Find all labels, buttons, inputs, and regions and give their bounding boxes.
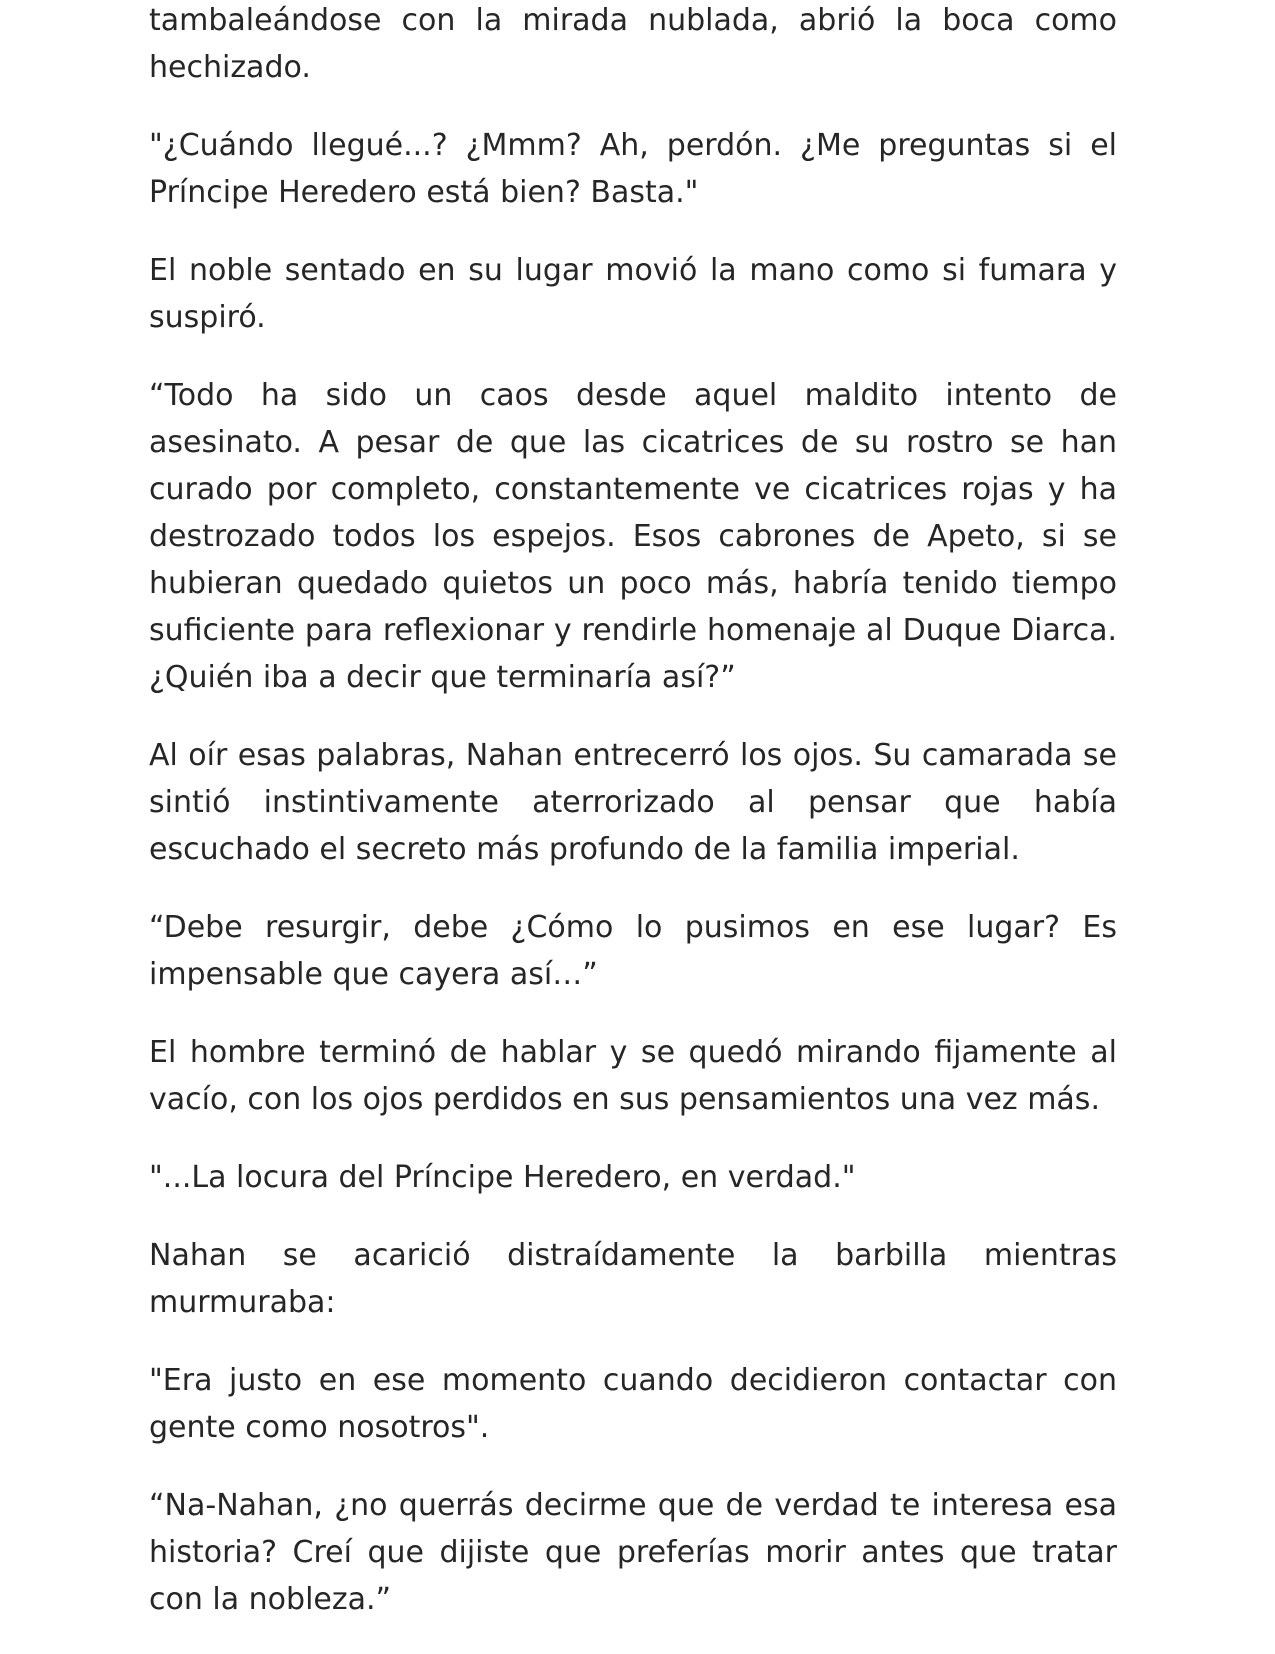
paragraph-1: tambaleándose con la mirada nublada, abrió la boca como hechizado.: [149, 3, 1117, 85]
document-page: [149, 0, 1117, 1654]
paragraph-10: "Era justo en ese momento cuando decidieron contactar con gente como nosotros".: [149, 1363, 1117, 1445]
paragraph-11: “Na-Nahan, ¿no querrás decirme que de verdad te interesa esa historia? Creí que dijiste que preferías morir antes que tratar con la nobleza.”: [149, 1488, 1117, 1617]
paragraph-6: “Debe resurgir, debe ¿Cómo lo pusimos en ese lugar? Es impensable que cayera así…”: [149, 910, 1117, 992]
paragraph-4: “Todo ha sido un caos desde aquel maldito intento de asesinato. A pesar de que las cicatrices de su rostro se han curado por completo, constantemente ve cicatrices rojas y ha destrozado todos los espejos. Esos cabrones de Apeto, si se hubieran quedado quietos un poco más, habría tenido tiempo suficiente para reflexionar y rendirle homenaje al Duque Diarca. ¿Quién iba a decir que terminaría así?”: [149, 378, 1117, 695]
paragraph-5: Al oír esas palabras, Nahan entrecerró los ojos. Su camarada se sintió instintivamente aterrorizado al pensar que había escuchado el secreto más profundo de la familia imperial.: [149, 738, 1117, 867]
paragraph-8: "...La locura del Príncipe Heredero, en verdad.": [149, 1160, 856, 1195]
paragraph-2: "¿Cuándo llegué...? ¿Mmm? Ah, perdón. ¿Me preguntas si el Príncipe Heredero está bien? Basta.": [149, 128, 1117, 210]
paragraph-9: Nahan se acarició distraídamente la barbilla mientras murmuraba:: [149, 1238, 1117, 1320]
paragraph-7: El hombre terminó de hablar y se quedó mirando fijamente al vacío, con los ojos perdidos en sus pensamientos una vez más.: [149, 1035, 1117, 1117]
paragraph-3: El noble sentado en su lugar movió la mano como si fumara y suspiró.: [149, 253, 1117, 335]
